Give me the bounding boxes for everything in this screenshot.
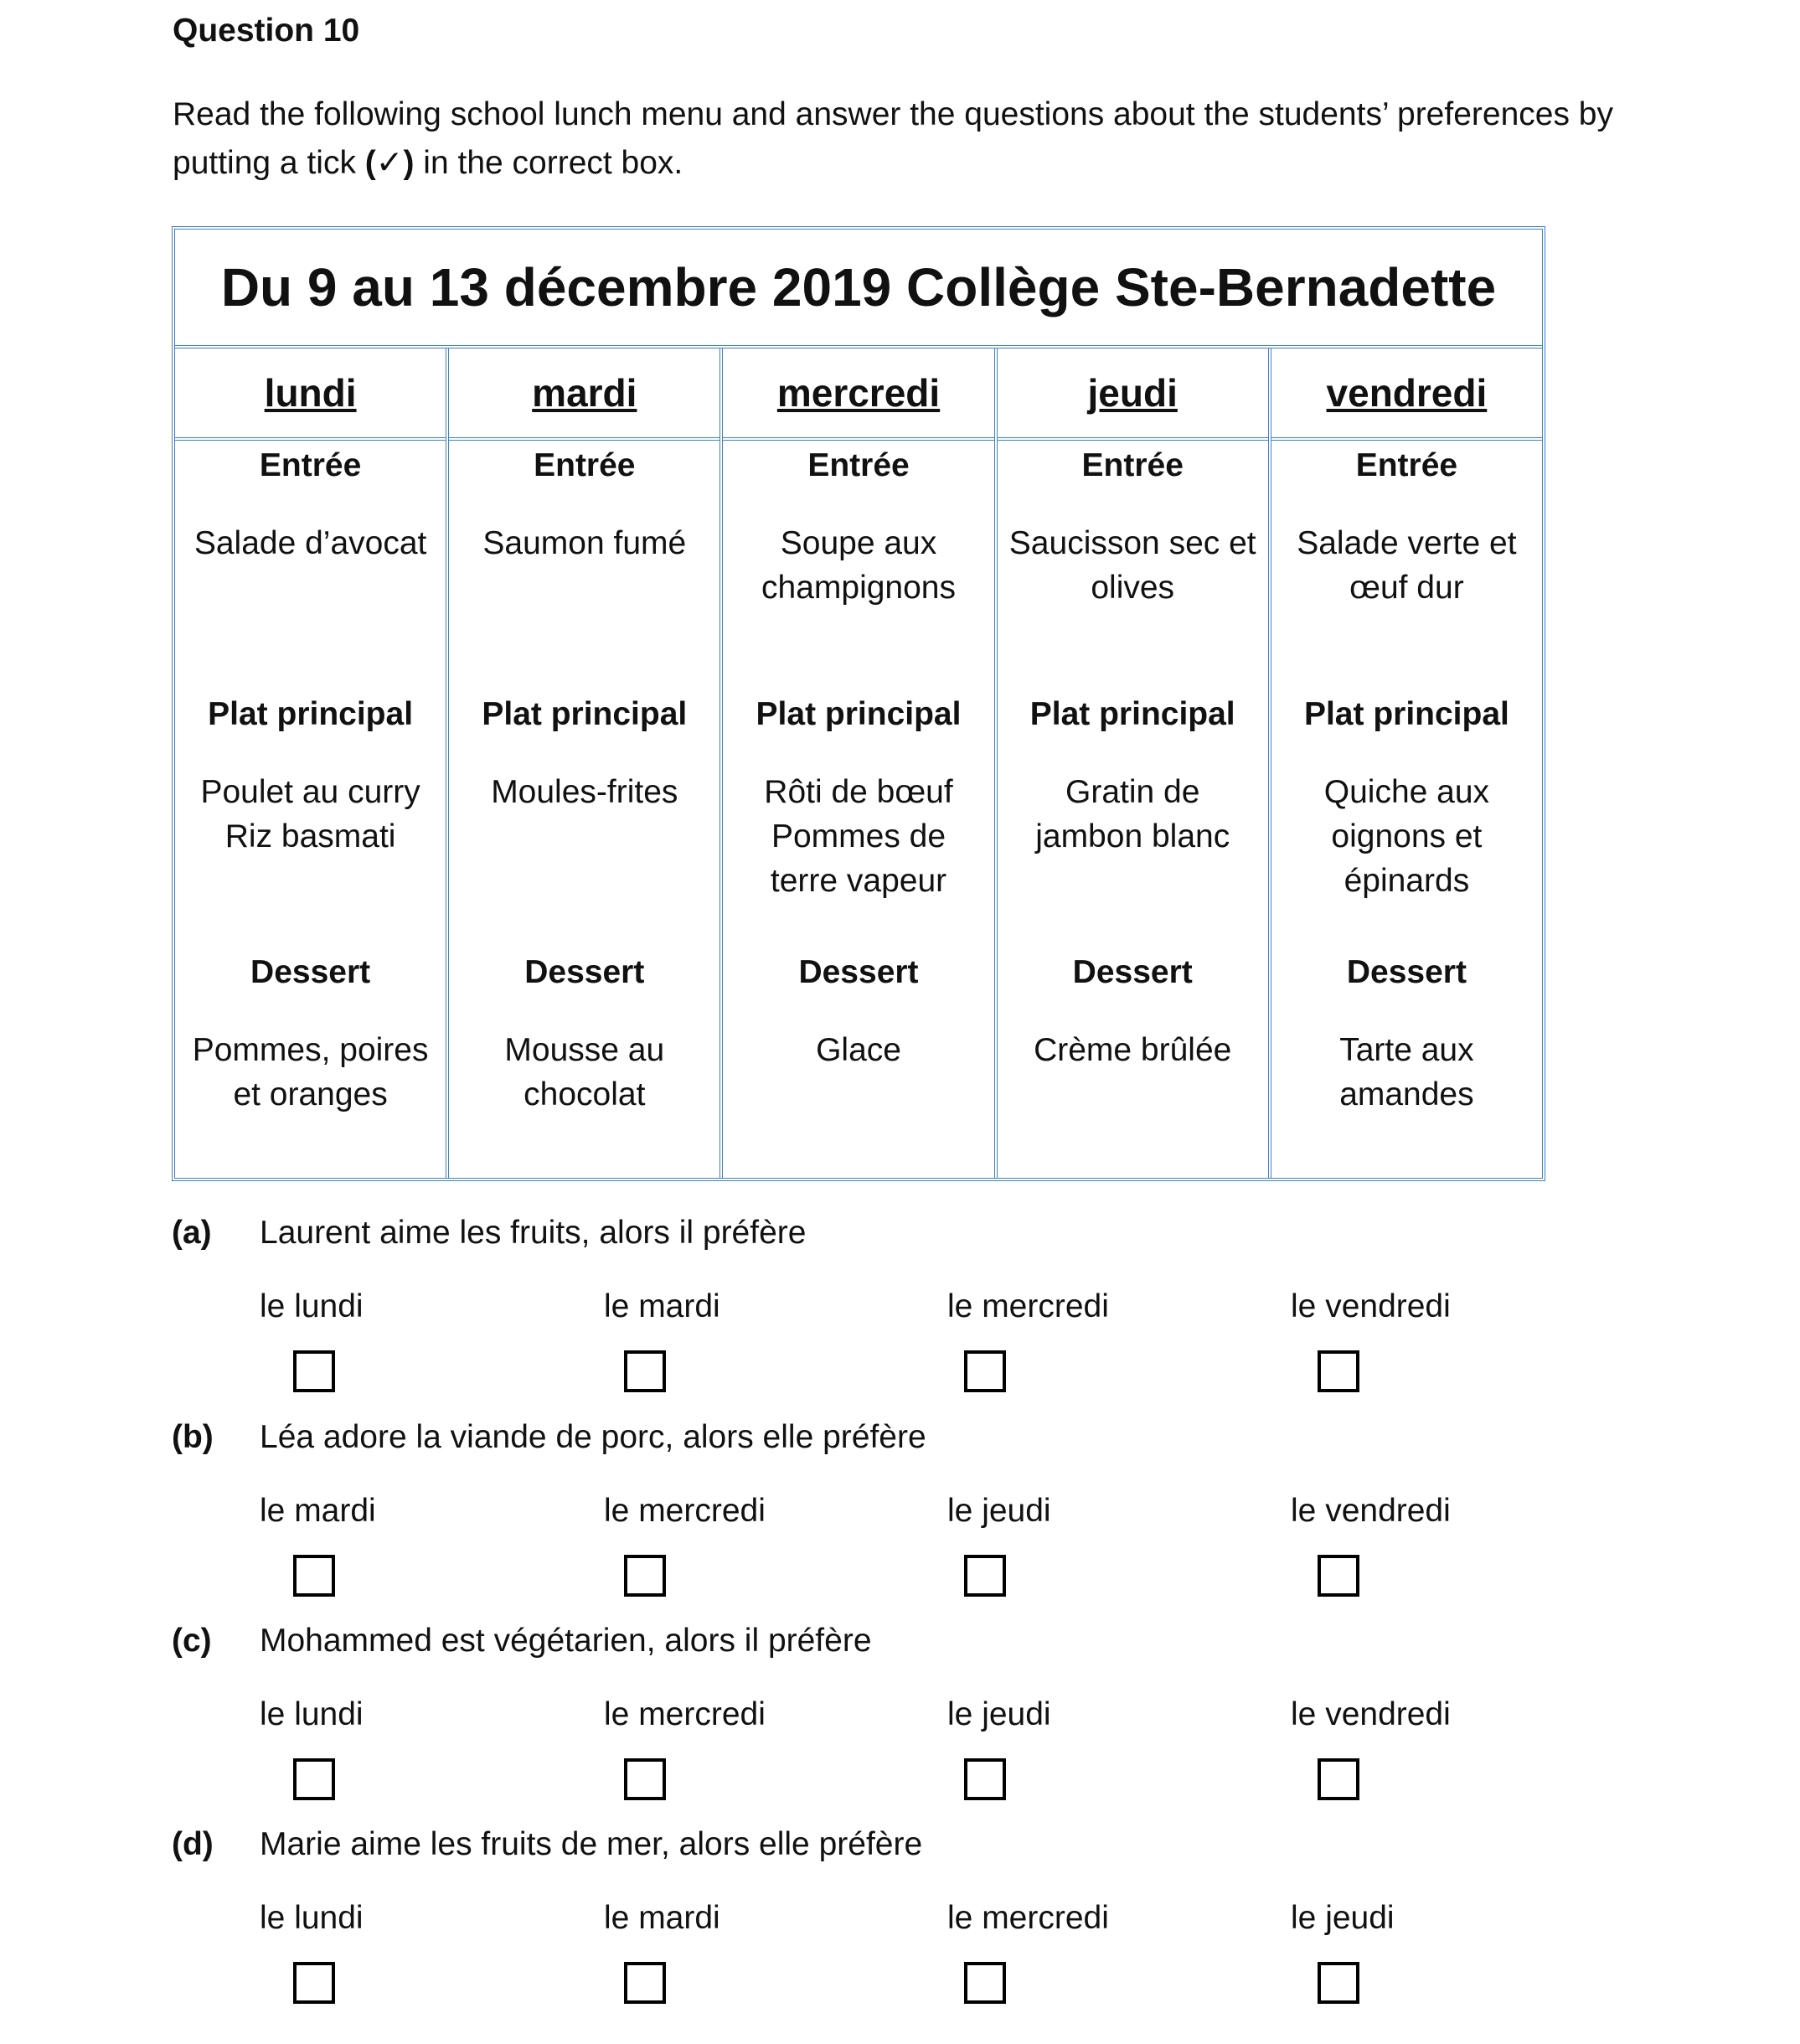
day-header: mercredi <box>723 348 993 441</box>
option-label: le mardi <box>604 1900 720 1936</box>
day-header: mardi <box>449 348 719 441</box>
option-label: le vendredi <box>1291 1696 1451 1732</box>
day-header: jeudi <box>998 348 1268 441</box>
question-text: Marie aime les fruits de mer, alors elle préfère <box>260 1826 923 1862</box>
question-letter: (b) <box>172 1419 214 1455</box>
option-label: le mercredi <box>604 1696 766 1732</box>
answer-checkbox[interactable] <box>964 1962 1006 2004</box>
question-letter: (a) <box>172 1215 212 1251</box>
dessert-dish: Mousse au chocolat <box>504 1032 665 1112</box>
menu-columns <box>175 348 1542 1178</box>
answer-checkbox[interactable] <box>964 1350 1006 1392</box>
option-label: le jeudi <box>947 1493 1051 1529</box>
main-dish: Poulet au curry Riz basmati <box>200 774 420 854</box>
starter-label: Entrée <box>259 447 362 483</box>
option <box>1291 1486 1609 1612</box>
option <box>604 1893 922 2019</box>
option-label: le lundi <box>260 1288 364 1324</box>
option <box>604 1282 922 1407</box>
dessert-label: Dessert <box>250 954 371 990</box>
option-label: le mercredi <box>947 1288 1109 1324</box>
question-letter: (d) <box>172 1826 214 1862</box>
dessert-dish: Glace <box>816 1032 901 1068</box>
answer-checkbox[interactable] <box>964 1555 1006 1597</box>
answer-checkbox[interactable] <box>293 1962 335 2004</box>
main-dish: Moules-frites <box>491 774 678 810</box>
dessert-label: Dessert <box>1346 954 1467 990</box>
main-label: Plat principal <box>756 696 962 732</box>
option <box>947 1486 1266 1612</box>
day-header: vendredi <box>1271 348 1542 441</box>
answer-checkbox[interactable] <box>1318 1758 1359 1800</box>
starter-label: Entrée <box>534 447 636 483</box>
option <box>260 1486 578 1612</box>
main-label: Plat principal <box>208 696 414 732</box>
answer-checkbox[interactable] <box>293 1555 335 1597</box>
dessert-dish: Crème brûlée <box>1034 1032 1232 1068</box>
question-letter: (c) <box>172 1623 212 1659</box>
starter-label: Entrée <box>1081 447 1184 483</box>
main-label: Plat principal <box>482 696 688 732</box>
starter-dish: Soupe aux champignons <box>761 525 956 606</box>
question-title: Question 10 <box>173 13 360 49</box>
answer-checkbox[interactable] <box>964 1758 1006 1800</box>
answer-checkbox[interactable] <box>624 1758 666 1800</box>
dessert-dish: Tarte aux amandes <box>1339 1032 1474 1112</box>
menu-column-mercredi <box>723 348 997 1178</box>
option-label: le vendredi <box>1291 1288 1451 1324</box>
answer-checkbox[interactable] <box>624 1962 666 2004</box>
instructions <box>173 90 1647 188</box>
option-label: le mercredi <box>604 1493 766 1529</box>
starter-label: Entrée <box>1355 447 1458 483</box>
lunch-menu-table <box>172 226 1545 1181</box>
starter-dish: Saucisson sec et olives <box>1008 525 1256 606</box>
tick-symbol: (✓) <box>364 145 415 181</box>
menu-column-vendredi <box>1271 348 1542 1178</box>
option-label: le jeudi <box>1291 1900 1395 1936</box>
option-label: le mardi <box>604 1288 720 1324</box>
option-label: le lundi <box>260 1696 364 1732</box>
answer-checkbox[interactable] <box>1318 1962 1359 2004</box>
option-label: le vendredi <box>1291 1493 1451 1529</box>
option <box>947 1690 1266 1815</box>
question-text: Mohammed est végétarien, alors il préfère <box>260 1623 872 1659</box>
menu-column-jeudi <box>998 348 1271 1178</box>
menu-column-mardi <box>449 348 723 1178</box>
option <box>604 1690 922 1815</box>
dessert-dish: Pommes, poires et oranges <box>192 1032 429 1112</box>
question-text: Léa adore la viande de porc, alors elle préfère <box>260 1419 926 1455</box>
option <box>947 1893 1266 2019</box>
option <box>1291 1690 1609 1815</box>
option-label: le jeudi <box>947 1696 1051 1732</box>
option <box>604 1486 922 1612</box>
starter-dish: Saumon fumé <box>482 525 687 561</box>
instructions-text: Read the following school lunch menu and answer the questions about the students’ preferences by putting a tick <box>173 96 1613 181</box>
starter-label: Entrée <box>807 447 910 483</box>
option <box>260 1893 578 2019</box>
question-text: Laurent aime les fruits, alors il préfère <box>260 1215 807 1251</box>
main-dish: Gratin de jambon blanc <box>1035 774 1230 854</box>
answer-checkbox[interactable] <box>293 1758 335 1800</box>
option <box>947 1282 1266 1407</box>
main-label: Plat principal <box>1029 696 1235 732</box>
option <box>260 1690 578 1815</box>
menu-column-lundi <box>175 348 449 1178</box>
starter-dish: Salade d’avocat <box>193 525 427 561</box>
answer-checkbox[interactable] <box>624 1350 666 1392</box>
menu-title: Du 9 au 13 décembre 2019 Collège Ste-Bernadette <box>175 230 1542 348</box>
option-label: le mercredi <box>947 1900 1109 1936</box>
answer-checkbox[interactable] <box>1318 1555 1359 1597</box>
dessert-label: Dessert <box>524 954 645 990</box>
answer-checkbox[interactable] <box>624 1555 666 1597</box>
instructions-text-end: in the correct box. <box>414 145 683 181</box>
day-header: lundi <box>175 348 446 441</box>
answer-checkbox[interactable] <box>1318 1350 1359 1392</box>
starter-dish: Salade verte et œuf dur <box>1297 525 1517 606</box>
dessert-label: Dessert <box>798 954 919 990</box>
main-label: Plat principal <box>1303 696 1509 732</box>
option <box>1291 1893 1609 2019</box>
option <box>260 1282 578 1407</box>
main-dish: Quiche aux oignons et épinards <box>1323 774 1490 899</box>
main-dish: Rôti de bœuf Pommes de terre vapeur <box>764 774 953 899</box>
option-label: le mardi <box>260 1493 376 1529</box>
option <box>1291 1282 1609 1407</box>
dessert-label: Dessert <box>1072 954 1193 990</box>
answer-checkbox[interactable] <box>293 1350 335 1392</box>
option-label: le lundi <box>260 1900 364 1936</box>
